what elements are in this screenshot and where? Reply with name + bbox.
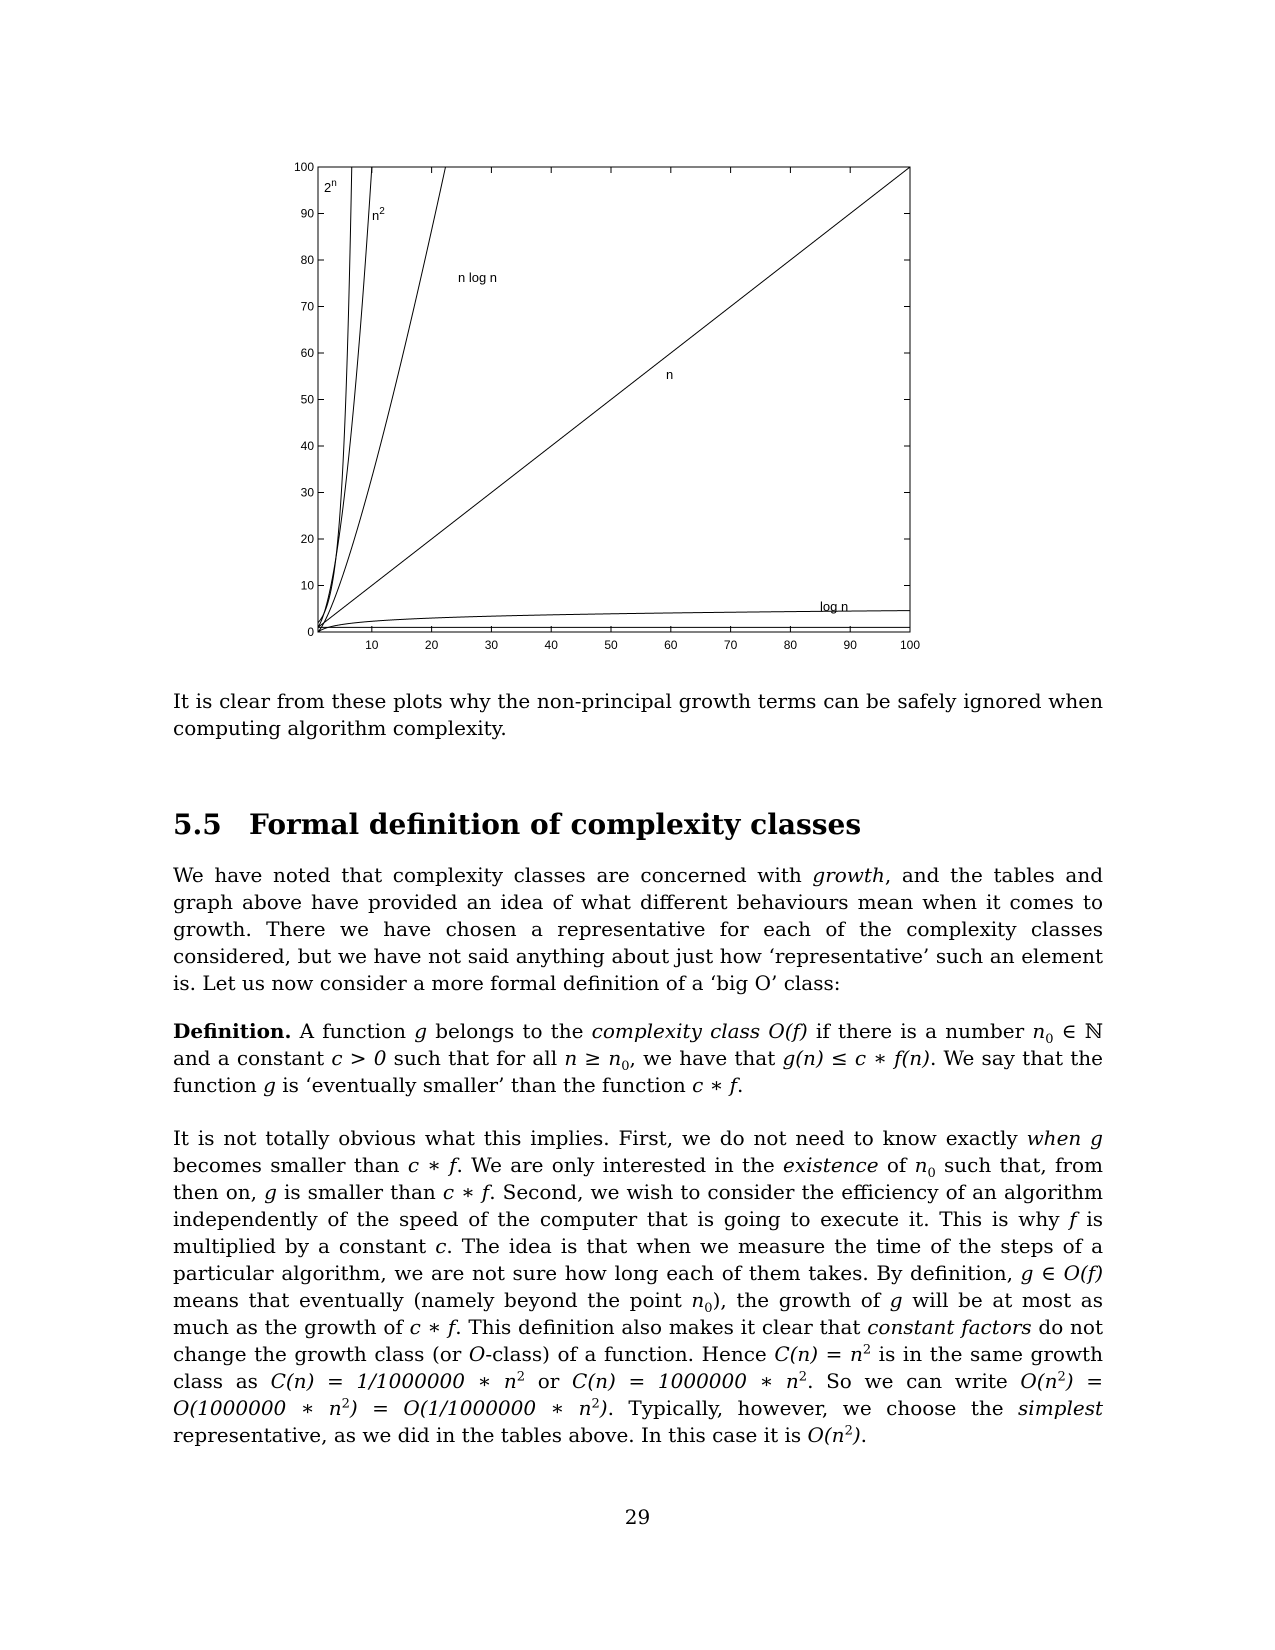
text-run: such that, from then on, <box>173 1153 1103 1204</box>
x-tick-label: 30 <box>484 638 499 652</box>
text-run: and a constant <box>173 1046 332 1070</box>
growth-plot-svg <box>280 150 980 690</box>
math-subscript: 0 <box>927 1166 936 1181</box>
math-superscript: 2 <box>516 1369 526 1385</box>
y-tick-label: 20 <box>300 532 314 546</box>
text-run: -class) of a function. Hence <box>485 1342 775 1366</box>
text-run: . The idea is that when we measure the time of the steps of a particular algorithm, we are not sure how long each of them takes. By definition, <box>173 1234 1103 1285</box>
x-tick-label: 10 <box>365 638 379 652</box>
section-number: 5.5 <box>173 808 222 841</box>
emphasis-simplest: simplest <box>1018 1396 1104 1420</box>
intro-text: It is clear from these plots why the non-principal growth terms can be safely ignored when computing algorithm complexity. <box>173 689 1103 740</box>
text-run: . We are only interested in the <box>456 1153 783 1177</box>
text-run: becomes smaller than <box>173 1153 408 1177</box>
text-run: . This definition also makes it clear that <box>455 1315 868 1339</box>
x-tick-label: 100 <box>899 638 921 652</box>
definition-paragraph <box>173 1018 1103 1099</box>
text-run: or <box>525 1369 573 1393</box>
text-run: . We say that the function <box>173 1046 1104 1097</box>
math-run: n <box>1032 1019 1046 1043</box>
series-label: 2$^n$ <box>324 178 337 195</box>
text-run: is smaller than <box>276 1180 443 1204</box>
text-run: is in the same growth class as <box>173 1342 1103 1393</box>
math-run: ) = O(1000000 ∗ n <box>173 1369 1104 1420</box>
text-run: if there is a number <box>807 1019 1033 1043</box>
math-run: O(f) <box>768 1019 808 1043</box>
text-run: A function <box>291 1019 415 1043</box>
emphasis-growth: growth <box>812 863 885 887</box>
text-run: will be at most as much as the growth of <box>173 1288 1103 1339</box>
emphasis-complexity-class: complexity class <box>591 1019 761 1043</box>
text-run: means that eventually (namely beyond the point <box>173 1288 692 1312</box>
text-run: is multiplied by a constant <box>173 1207 1103 1258</box>
math-run: n ≥ n <box>564 1046 622 1070</box>
math-run: n <box>914 1153 928 1177</box>
text-run: , we have that <box>629 1046 783 1070</box>
text-run: , and the tables and graph above have provided an idea of what different behaviours mean when it comes to growth. There we have chosen a representative for each of the complexity classes considered, but we have not said anything about just how ‘representative’ such an element is. Let us now consider a more formal definition of a ‘big O’ class: <box>173 863 1104 995</box>
emphasis-constant-factors: constant factors <box>867 1315 1032 1339</box>
math-run: ∈ ℕ <box>1053 1019 1103 1043</box>
text-run: representative, as we did in the tables above. In this case it is <box>173 1423 808 1447</box>
math-run: n <box>691 1288 705 1312</box>
math-superscript: 2 <box>1057 1369 1066 1385</box>
text-run: We have noted that complexity classes are concerned with <box>173 863 813 887</box>
y-tick-label: 50 <box>300 392 314 407</box>
x-tick-label: 70 <box>723 638 738 652</box>
x-tick-label: 50 <box>604 638 618 652</box>
text-run: do not change the growth class (or <box>173 1315 1103 1366</box>
text-run: of <box>878 1153 915 1177</box>
text-run: is ‘eventually smaller’ than the function <box>275 1073 693 1097</box>
series-label: $n^2$ <box>372 206 385 223</box>
math-run: c ∗ f <box>692 1073 738 1097</box>
math-run: g <box>889 1288 903 1312</box>
text-run: . Typically, however, we choose the <box>607 1396 1019 1420</box>
emphasis-existence: existence <box>783 1153 879 1177</box>
math-run: C(n) = 1000000 ∗ n <box>572 1369 799 1393</box>
paragraph-implications <box>173 1125 1103 1449</box>
math-run: c > 0 <box>331 1046 387 1070</box>
x-tick-label: 60 <box>664 638 678 652</box>
y-tick-label: 0 <box>307 625 314 639</box>
math-run: g <box>264 1180 277 1204</box>
series-line <box>318 150 354 623</box>
y-tick-label: 60 <box>300 346 314 360</box>
math-run: ) = O(1/1000000 ∗ n <box>349 1396 592 1420</box>
math-run: ) <box>599 1396 608 1420</box>
math-run: g ∈ O(f) <box>1020 1261 1103 1285</box>
intro-paragraph <box>173 688 1103 742</box>
series-label: log n <box>820 599 849 614</box>
y-tick-label: 80 <box>300 253 314 267</box>
math-run: c <box>435 1234 447 1258</box>
math-subscript: 0 <box>1045 1032 1054 1047</box>
plot-frame <box>318 167 910 632</box>
math-run: C(n) = n <box>774 1342 863 1366</box>
y-tick-label: 100 <box>293 160 314 174</box>
math-run: c ∗ f <box>407 1153 457 1177</box>
math-superscript: 2 <box>341 1396 350 1412</box>
y-tick-label: 40 <box>300 439 314 453</box>
y-tick-label: 90 <box>300 206 314 221</box>
math-run: c ∗ f <box>442 1180 490 1204</box>
x-tick-label: 40 <box>544 638 558 652</box>
series-line <box>318 150 378 627</box>
text-run: . So we can write <box>807 1369 1021 1393</box>
y-tick-label: 10 <box>300 578 314 593</box>
emphasis-when: when g <box>1026 1126 1103 1150</box>
text-run: ), the growth of <box>712 1288 890 1312</box>
x-tick-label: 80 <box>783 638 798 652</box>
text-run: belongs to the <box>427 1019 592 1043</box>
y-tick-label: 70 <box>300 299 314 314</box>
text-run: . <box>737 1073 744 1097</box>
math-superscript: 2 <box>844 1423 853 1439</box>
y-tick-label: 30 <box>300 485 314 500</box>
math-run: g(n) ≤ c ∗ f(n) <box>782 1046 930 1070</box>
x-tick-label: 20 <box>424 638 439 652</box>
math-run: O(n <box>1020 1369 1058 1393</box>
page-number: 29 <box>624 1505 651 1529</box>
series-line <box>318 150 465 632</box>
text-run: . Second, we wish to consider the efficiency of an algorithm independently of the speed of the computer that is going to execute it. This is why <box>173 1180 1104 1231</box>
paragraph-growth <box>173 862 1103 997</box>
section-title: Formal definition of complexity classes <box>249 808 862 841</box>
section-heading <box>173 808 861 841</box>
math-superscript: 2 <box>862 1342 872 1358</box>
math-run: g <box>414 1019 427 1043</box>
math-run: g <box>263 1073 276 1097</box>
math-superscript: 2 <box>591 1396 600 1412</box>
math-run: O(n <box>807 1423 845 1447</box>
math-run: C(n) = 1/1000000 ∗ n <box>270 1369 517 1393</box>
series-label: n <box>666 367 674 382</box>
math-run: O <box>468 1342 486 1366</box>
x-tick-label: 90 <box>843 638 857 652</box>
math-run: ) <box>852 1423 861 1447</box>
definition-label: Definition. <box>173 1019 292 1043</box>
text-run: such that for all <box>386 1046 565 1070</box>
math-run: f <box>1069 1207 1077 1231</box>
text-run: . <box>860 1423 868 1447</box>
math-subscript: 0 <box>621 1059 630 1074</box>
growth-plot <box>280 150 980 690</box>
series-label: n log n <box>458 270 498 285</box>
math-run: c ∗ f <box>409 1315 456 1339</box>
text-run: It is not totally obvious what this implies. First, we do not need to know exactly <box>173 1126 1027 1150</box>
series-line <box>318 167 910 627</box>
math-superscript: 2 <box>798 1369 808 1385</box>
math-subscript: 0 <box>704 1301 713 1316</box>
